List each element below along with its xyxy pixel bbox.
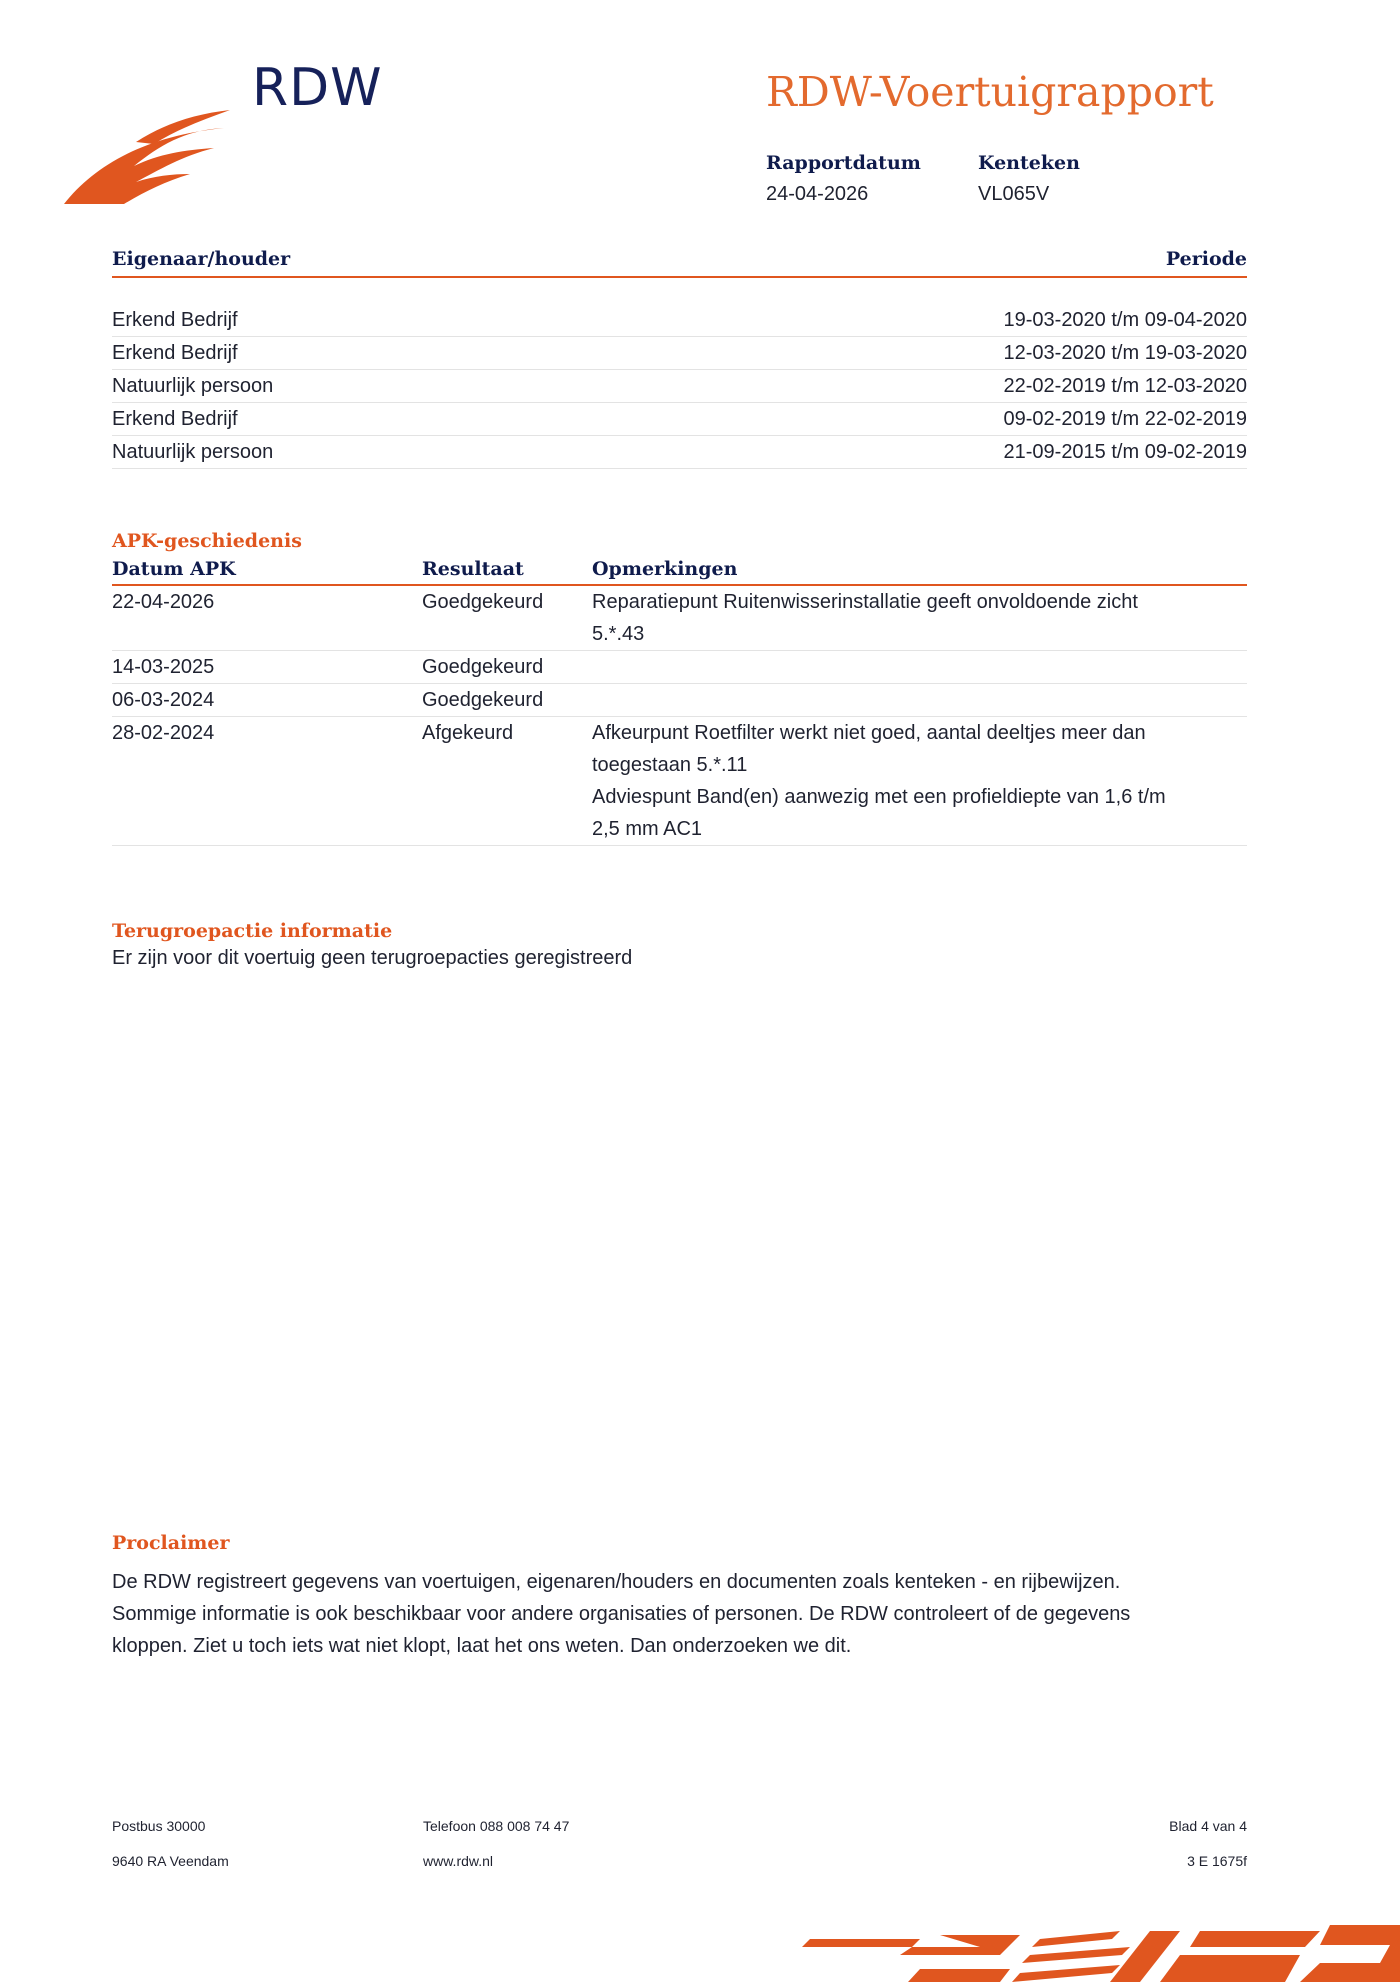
apk-result-cell: Goedgekeurd [422,656,544,678]
footer-doc-code: 3 E 1675f [1187,1853,1247,1869]
apk-date-cell: 28-02-2024 [112,722,215,744]
period-cell: 19-03-2020 t/m 09-04-2020 [1003,309,1247,331]
period-cell: 09-02-2019 t/m 22-02-2019 [1003,408,1247,430]
table-row [112,403,1247,436]
remark-line: toegestaan 5.*.11 [592,754,748,776]
remark-line: Reparatiepunt Ruitenwisserinstallatie geeft onvoldoende zicht [592,591,1138,613]
recall-title: Terugroepactie informatie [112,920,393,942]
footer-address-1: Postbus 30000 [112,1818,206,1834]
report-date: 24-04-2026 [766,183,869,205]
apk-section [112,530,1247,846]
owner-cell: Erkend Bedrijf [112,342,238,364]
owner-cell: Erkend Bedrijf [112,309,238,331]
owner-cell: Natuurlijk persoon [112,375,274,397]
remark-line: Adviespunt Band(en) aanwezig met een profieldiepte van 1,6 t/m [592,786,1166,808]
proclaimer-title: Proclaimer [112,1532,230,1554]
footer-phone: Telefoon 088 008 74 47 [423,1818,570,1834]
period-cell: 22-02-2019 t/m 12-03-2020 [1003,375,1247,397]
apk-title: APK-geschiedenis [112,530,302,552]
apk-remarks-cell [592,651,1247,683]
apk-remarks-cell [592,684,1247,716]
owners-header [112,248,1247,278]
recall-text: Er zijn voor dit voertuig geen terugroepacties geregistreerd [112,947,633,969]
apk-result-header: Resultaat [422,558,524,580]
plate-label: Kenteken [978,152,1080,174]
apk-result-cell: Afgekeurd [422,722,514,744]
logo-text: RDW [252,58,383,118]
table-row [112,684,1247,717]
recall-section [112,920,1247,974]
owners-table [112,248,1247,469]
remark-line: 5.*.43 [592,623,645,645]
table-row [112,651,1247,684]
footer-page-number: Blad 4 van 4 [1169,1818,1247,1834]
apk-remarks-header: Opmerkingen [592,558,738,580]
plate-value: VL065V [978,183,1050,205]
table-row [112,717,1247,846]
apk-result-cell: Goedgekeurd [422,689,544,711]
remark-line: 2,5 mm AC1 [592,818,703,840]
table-row [112,436,1247,469]
decorative-stripes-icon [800,1925,1400,1982]
apk-date-cell: 22-04-2026 [112,591,215,613]
period-column-header: Periode [1165,248,1247,270]
table-row [112,304,1247,337]
proclaimer-line: kloppen. Ziet u toch iets wat niet klopt, laat het ons weten. Dan onderzoeken we dit. [112,1635,852,1657]
apk-remarks-cell [592,717,1247,845]
proclaimer-line: Sommige informatie is ook beschikbaar voor andere organisaties of personen. De RDW controleert of de gegevens [112,1603,1131,1625]
apk-remarks-cell [592,586,1247,650]
owner-cell: Natuurlijk persoon [112,441,274,463]
apk-result-cell: Goedgekeurd [422,591,544,613]
table-row [112,370,1247,403]
report-date-label: Rapportdatum [766,152,921,174]
apk-date-header: Datum APK [112,558,236,580]
apk-date-cell: 06-03-2024 [112,689,215,711]
period-cell: 21-09-2015 t/m 09-02-2019 [1003,441,1247,463]
period-cell: 12-03-2020 t/m 19-03-2020 [1003,342,1247,364]
rdw-wing-icon [64,96,234,206]
proclaimer-section [112,1532,1247,1662]
rdw-logo [64,58,384,182]
remark-line: Afkeurpunt Roetfilter werkt niet goed, aantal deeltjes meer dan [592,722,1146,744]
proclaimer-line: De RDW registreert gegevens van voertuigen, eigenaren/houders en documenten zoals kenteken - en rijbewijzen. [112,1571,1121,1593]
apk-date-cell: 14-03-2025 [112,656,215,678]
table-row [112,586,1247,651]
footer-website: www.rdw.nl [423,1853,494,1869]
table-row [112,337,1247,370]
report-title: RDW-Voertuigrapport [766,68,1214,116]
footer-address-2: 9640 RA Veendam [112,1853,229,1869]
owner-cell: Erkend Bedrijf [112,408,238,430]
owner-column-header: Eigenaar/houder [112,248,291,270]
apk-header [112,558,1247,586]
